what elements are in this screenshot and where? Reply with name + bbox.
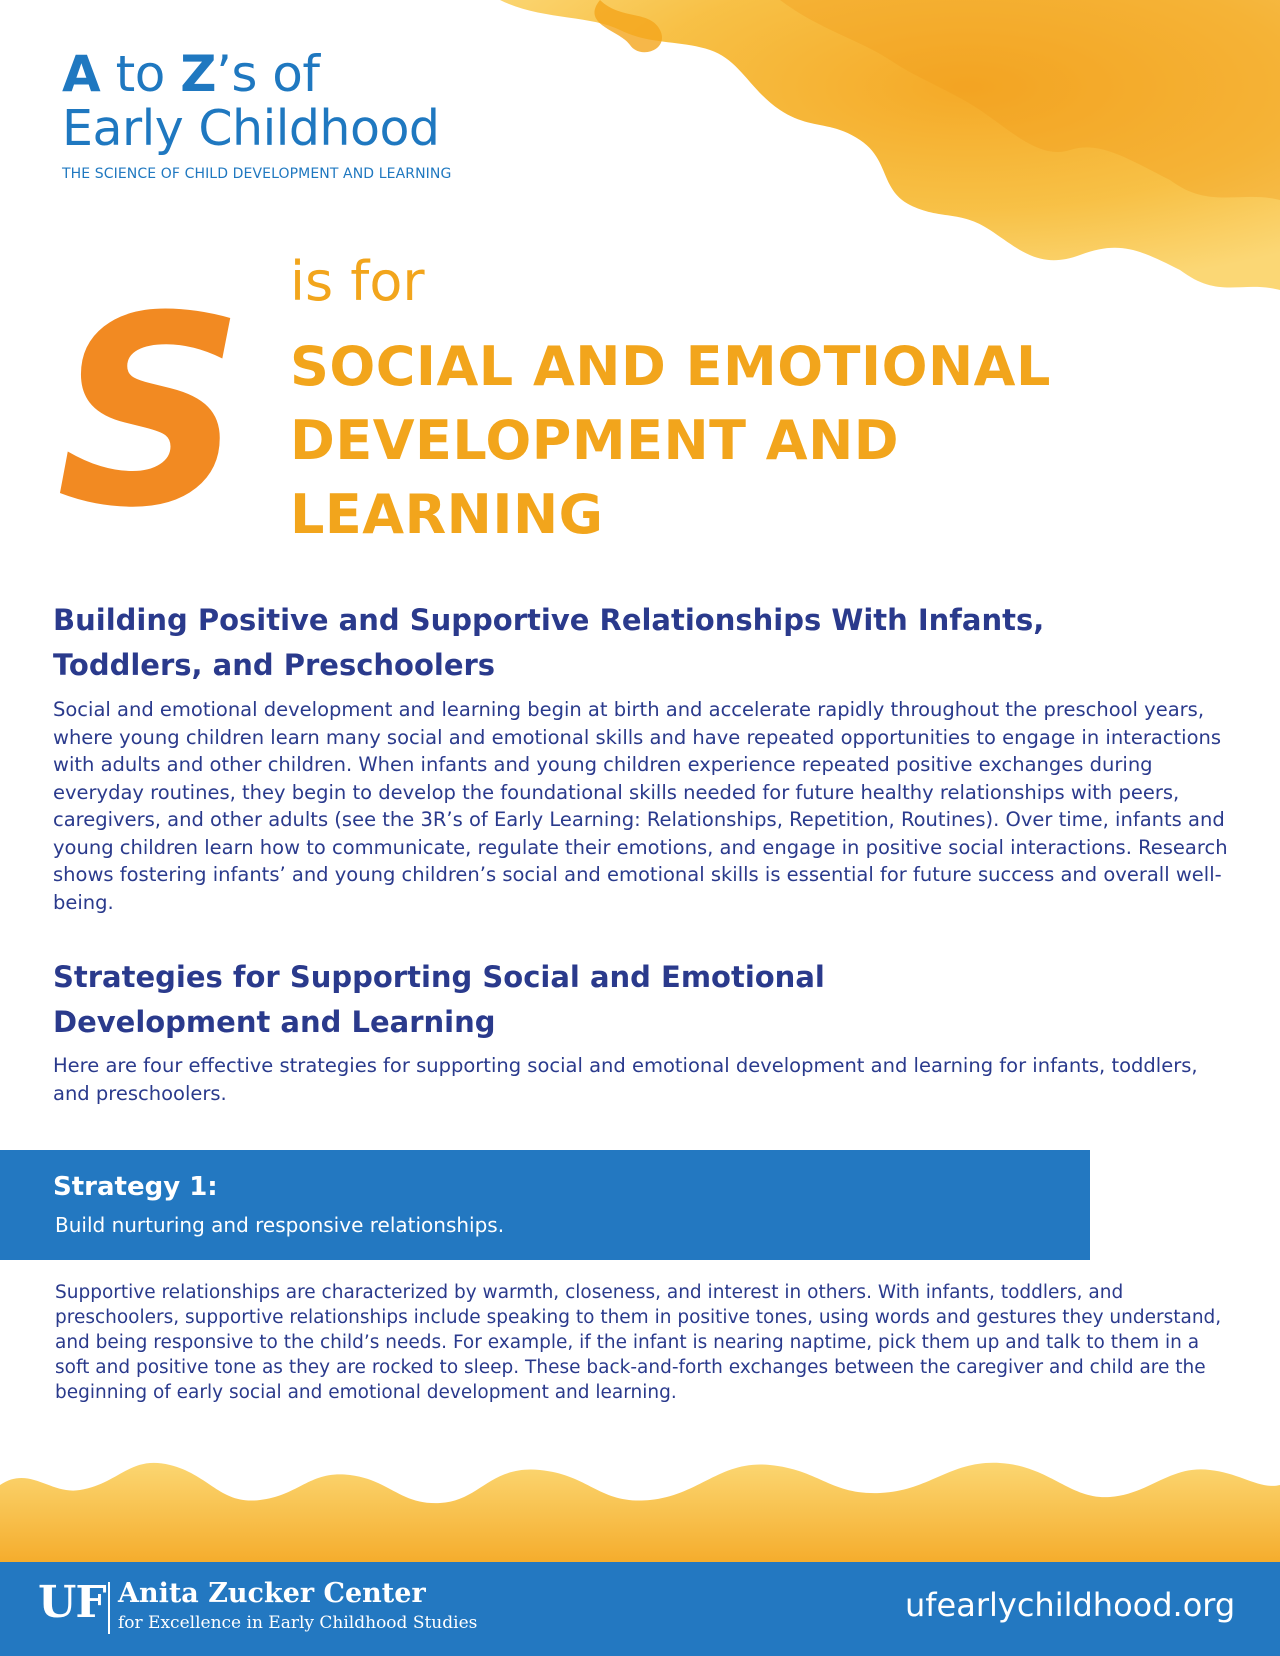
watercolor-decoration-top [480,0,1280,300]
topic-title-line: LEARNING [290,483,604,546]
uf-logo: UF [38,1577,106,1628]
is-for-label: is for [290,250,425,313]
strategy-banner [0,1150,1090,1260]
section-heading-line: Toddlers, and Preschoolers [53,648,496,682]
section-heading-line: Building Positive and Supportive Relationships With Infants, [53,603,1045,637]
section-body-strategies: Here are four effective strategies for supporting social and emotional development and learning for infants, toddlers, and preschoolers. [53,1054,1198,1105]
logo-line-1: A to Z’s of [62,45,320,103]
section-heading-strategies [53,955,1153,1045]
topic-title-line: SOCIAL AND EMOTIONAL [290,335,1051,398]
section-heading-relationships [53,598,1153,688]
topic-title-line: DEVELOPMENT AND [290,409,900,472]
logo-tagline: THE SCIENCE OF CHILD DEVELOPMENT AND LEARNING [62,166,452,182]
topic-letter: S [56,260,241,565]
logo [62,46,522,184]
center-name: Anita Zucker Center [118,1578,426,1609]
section-heading-line: Development and Learning [53,1005,496,1039]
watercolor-decoration-bottom [0,1445,1280,1570]
section-body-relationships: Social and emotional development and learning begin at birth and accelerate rapidly throughout the preschool years, where young children learn many social and emotional skills and have repeated opportunities to engage in interactions with adults and other children. When infants and young children experience repeated positive exchanges during everyday routines, they begin to develop the foundational skills needed for future healthy relationships with peers, caregivers, and other adults (see the 3R’s of Early Learning: Relationships, Repetition, Routines). Over time, infants and young children learn how to communicate, regulate their emotions, and engage in positive social interactions. Research shows fostering infants’ and young children’s social and emotional skills is essential for future success and overall well-being. [53,698,1228,914]
center-subtitle: for Excellence in Early Childhood Studies [118,1613,478,1633]
website-link[interactable]: ufearlychildhood.org [905,1586,1236,1624]
strategy-summary: Build nurturing and responsive relationships. [55,1213,505,1237]
section-heading-line: Strategies for Supporting Social and Emotional [53,960,825,994]
topic-title [290,330,1190,552]
logo-divider [108,1582,110,1634]
logo-line-2: Early Childhood [62,100,440,157]
strategy-body: Supportive relationships are characterized by warmth, closeness, and interest in others. With infants, toddlers, and preschoolers, supportive relationships include speaking to them in positive tones, using words and gestures they understand, and being responsive to the child’s needs. For example, if the infant is nearing naptime, pick them up and talk to them in a soft and positive tone as they are rocked to sleep. These back-and-forth exchanges between the caregiver and child are the beginning of early social and emotional development and learning. [55,1282,1222,1403]
strategy-title: Strategy 1: [53,1172,218,1202]
